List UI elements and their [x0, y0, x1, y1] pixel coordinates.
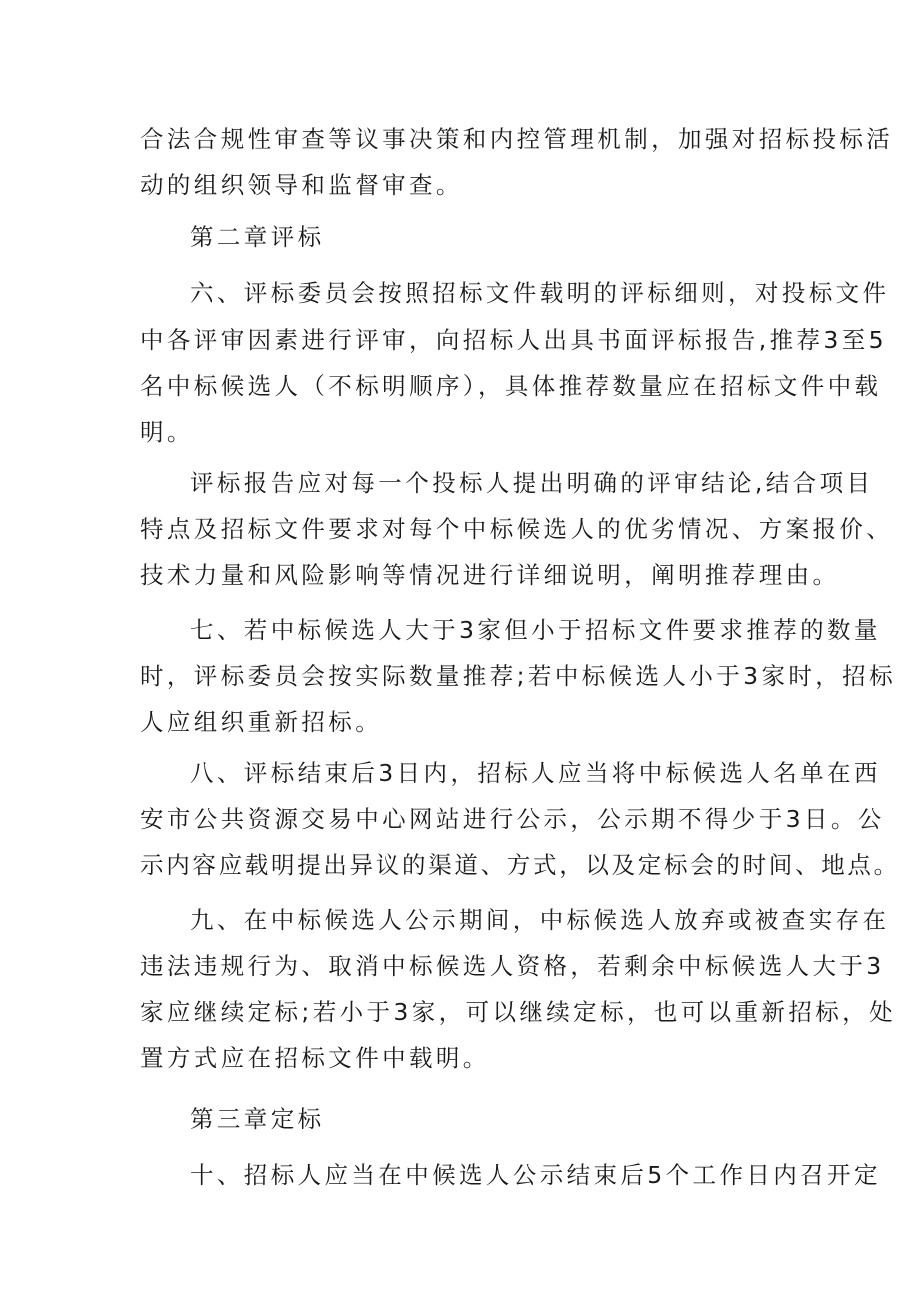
paragraph-line: 时，评标委员会按实际数量推荐;若中标候选人小于3家时，招标 [140, 662, 896, 690]
paragraph-line: 置方式应在招标文件中载明。 [140, 1044, 490, 1072]
chapter-heading: 第二章评标 [190, 223, 325, 251]
paragraph-line: 评标报告应对每一个投标人提出明确的评审结论,结合项目 [190, 469, 874, 497]
paragraph-line: 安市公共资源交易中心网站进行公示，公示期不得少于3日。公 [140, 805, 885, 833]
paragraph-line: 示内容应载明提出异议的渠道、方式，以及定标会的时间、地点。 [140, 851, 900, 879]
paragraph-line: 名中标候选人（不标明顺序），具体推荐数量应在招标文件中载 [140, 372, 882, 400]
paragraph-line: 动的组织领导和监督审查。 [140, 171, 463, 199]
paragraph-line: 八、评标结束后3日内，招标人应当将中标候选人名单在西 [190, 759, 881, 787]
paragraph-line: 明。 [140, 418, 194, 446]
paragraph-line: 特点及招标文件要求对每个中标候选人的优劣情况、方案报价、 [140, 515, 894, 543]
paragraph-line: 六、评标委员会按照招标文件载明的评标细则，对投标文件 [190, 279, 890, 307]
paragraph-line: 家应继续定标;若小于3家，可以继续定标，也可以重新招标，处 [140, 998, 896, 1026]
paragraph-line: 人应组织重新招标。 [140, 708, 383, 736]
paragraph-line: 十、招标人应当在中候选人公示结束后5个工作日内召开定 [190, 1161, 881, 1189]
paragraph-line: 违法违规行为、取消中标候选人资格，若剩余中标候选人大于3 [140, 952, 885, 980]
paragraph-line: 合法合规性审查等议事决策和内控管理机制，加强对招标投标活 [140, 125, 894, 153]
paragraph-line: 九、在中标候选人公示期间，中标候选人放弃或被查实存在 [190, 906, 890, 934]
chapter-heading: 第三章定标 [190, 1105, 325, 1133]
paragraph-line: 中各评审因素进行评审，向招标人出具书面评标报告,推荐3至5 [140, 326, 887, 354]
paragraph-line: 技术力量和风险影响等情况进行详细说明，阐明推荐理由。 [140, 561, 840, 589]
paragraph-line: 七、若中标候选人大于3家但小于招标文件要求推荐的数量 [190, 616, 881, 644]
